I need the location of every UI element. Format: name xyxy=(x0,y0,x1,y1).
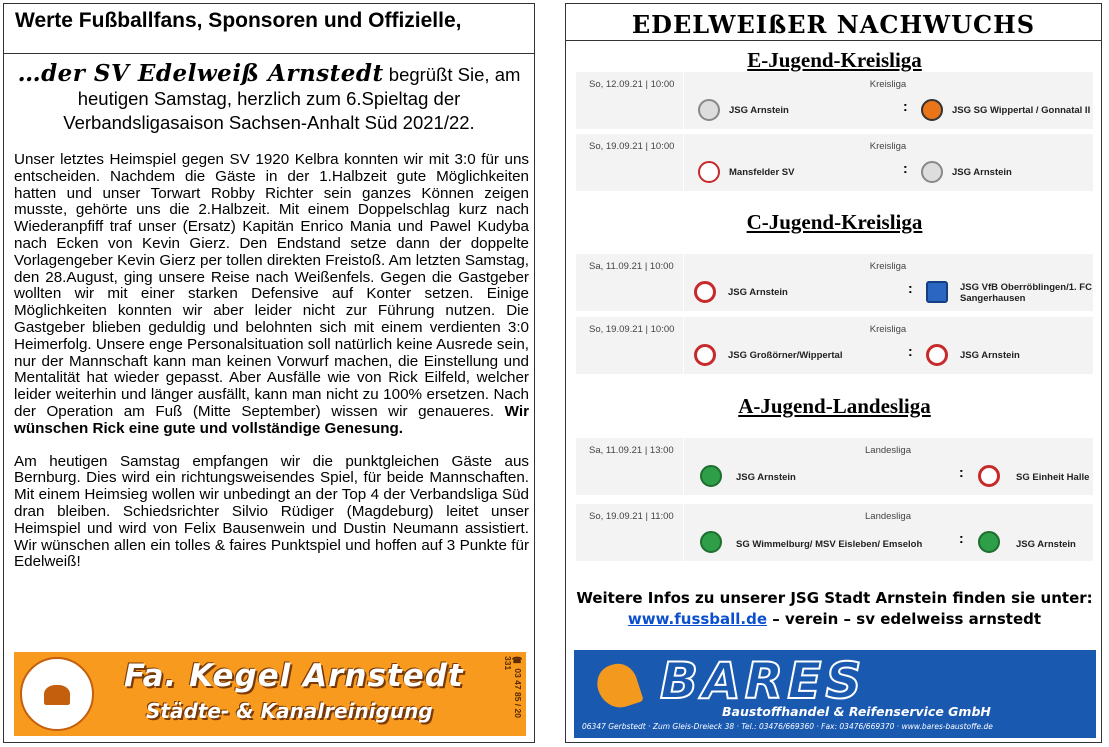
away-team: JSG Arnstein xyxy=(952,167,1012,178)
match-league: Kreisliga xyxy=(869,141,907,152)
match-card[interactable] xyxy=(576,317,1093,374)
away-crest-icon xyxy=(978,465,1000,487)
match-datetime: Sa, 11.09.21 | 10:00 xyxy=(589,261,674,272)
report-text xyxy=(14,152,529,587)
home-team: JSG Arnstein xyxy=(728,287,788,298)
match-league: Landesliga xyxy=(865,511,911,522)
league-title-a-jugend: A-Jugend-Landesliga xyxy=(738,394,931,418)
home-crest-icon xyxy=(694,281,716,303)
score-separator: : xyxy=(959,464,964,480)
bares-ad-address: 06347 Gerbstedt · Zum Gleis-Dreieck 38 · Tel.: 03476/669360 · Fax: 03476/669370 · www.bares-baustoffe.de xyxy=(582,722,993,731)
info-text xyxy=(566,588,1103,630)
match-datetime: So, 19.09.21 | 10:00 xyxy=(589,141,675,152)
club-name: …der SV Edelweiß Arnstedt xyxy=(17,60,384,87)
home-team: SG Wimmelburg/ MSV Eisleben/ Emseloh xyxy=(736,539,923,550)
home-team: Mansfelder SV xyxy=(729,167,795,178)
info-link-line xyxy=(566,609,1103,630)
bares-ad-subtitle: Baustoffhandel & Reifenservice GmbH xyxy=(722,704,991,719)
paragraph-1-bold: Wir wünschen Rick eine gute und vollständige Genesung. xyxy=(14,402,529,437)
match-card[interactable] xyxy=(576,72,1093,129)
score-separator: : xyxy=(908,343,913,359)
intro-rest: begrüßt Sie, am heutigen Samstag, herzlich zum 6.Spieltag der Verbandsligasaison Sachsen-Anhalt Süd 2021/22. xyxy=(63,64,521,133)
youth-header: EDELWEIßER NACHWUCHS xyxy=(566,4,1101,41)
away-team: JSG Arnstein xyxy=(1016,539,1076,550)
fussball-de-link[interactable]: www.fussball.de xyxy=(627,610,768,628)
greeting-header: Werte Fußballfans, Sponsoren und Offizielle, xyxy=(4,4,534,54)
match-datetime: So, 19.09.21 | 10:00 xyxy=(589,324,675,335)
paragraph-1-text: Unser letztes Heimspiel gegen SV 1920 Kelbra konnten wir mit 3:0 für uns entscheiden. Nachdem die Gäste in der 1.Halbzeit gute Möglichkeiten hatten und unser Torwart Robby Richter sein ganzes Können zeigen musste, gehörte uns die 2.Halbzeit. Mit einem Doppelschlag kurz nach Wiederanpfiff traf unser (Ersatz) Kapitän Enrico Mania und Pawel Kudyba nach Ecken von Kevin Gierz. Den Endstand setze dann der doppelte Vorlagengeber Kevin Gierz per tollen direkten Freistoß. Am letzten Samstag, den 28.August, ging unsere Reise nach Weißenfels. Gegen die Gastgeber wollten wir mit einer starken Defensive auf Konter setzen. Einige Möglichkeiten konnten wir aber leider nicht zur Führung nutzen. Die Gastgeber blieben geduldig und belohnten sich mit einem verdienten 3:0 Heimerfolg. Unsere enge Personalsituation soll natürlich keine Ausrede sein, nur der Mannschaft kann man keinen Vorwurf machen, die Einstellung und Mentalität hat wieder gepasst. Aber Ausfälle wie von Rick Eilfeld, welcher leider weiterhin und länger ausfällt, kann man nicht zu 100% ersetzen. Nach der Operation am Fuß (Mitte September) wissen wir genaueres. xyxy=(14,151,529,420)
match-datetime: So, 12.09.21 | 10:00 xyxy=(589,79,675,90)
match-league: Kreisliga xyxy=(869,261,907,272)
home-crest-icon xyxy=(700,465,722,487)
score-separator: : xyxy=(908,280,913,296)
left-panel xyxy=(3,3,535,743)
match-league: Kreisliga xyxy=(869,79,907,90)
score-separator: : xyxy=(903,160,908,176)
match-card[interactable] xyxy=(576,254,1093,311)
away-crest-icon xyxy=(926,344,948,366)
match-card[interactable] xyxy=(576,134,1093,191)
flame-logo-icon xyxy=(592,659,644,713)
home-team: JSG Arnstein xyxy=(729,105,789,116)
elephant-logo-icon xyxy=(20,657,94,731)
league-title-e-jugend: E-Jugend-Kreisliga xyxy=(747,48,922,72)
match-datetime: So, 19.09.21 | 11:00 xyxy=(589,511,674,522)
away-team: JSG VfB Oberröblingen/1. FC Sangerhausen xyxy=(960,282,1092,304)
score-separator: : xyxy=(959,530,964,546)
away-crest-icon xyxy=(978,531,1000,553)
info-line: Weitere Infos zu unserer JSG Stadt Arnstein finden sie unter: xyxy=(576,589,1093,607)
kegel-ad-subtitle: Städte- & Kanalreinigung xyxy=(146,699,433,723)
home-crest-icon xyxy=(698,99,720,121)
paragraph-1 xyxy=(14,152,529,438)
info-link-rest: – verein – sv edelweiss arnstedt xyxy=(767,610,1042,628)
paragraph-2: Am heutigen Samstag empfangen wir die punktgleichen Gäste aus Bernburg. Dies wird ein richtungsweisendes Spiel, für beide Mannschaften. Mit einem Heimsieg wollen wir unbedingt an der Top 4 der Verbandsliga Süd dran bleiben. Schiedsrichter Silvio Rüdiger (Magdeburg) leitet unser Heimspiel und wird von Felix Bausenwein und Dustin Neumann assistiert. Wir wünschen allen ein tolles & faires Punktspiel und hoffen auf 3 Punkte für Edelweiß! xyxy=(14,452,529,571)
away-crest-icon xyxy=(921,161,943,183)
home-team: JSG Großörner/Wippertal xyxy=(728,350,843,361)
away-team: SG Einheit Halle xyxy=(1016,472,1090,483)
match-league: Kreisliga xyxy=(869,324,907,335)
match-card[interactable] xyxy=(576,504,1093,561)
bares-advertisement xyxy=(574,650,1096,738)
kegel-ad-phone: ☎ 03 47 85 / 20 331 xyxy=(503,656,523,718)
right-panel xyxy=(565,3,1102,743)
intro-text xyxy=(4,62,534,135)
home-crest-icon xyxy=(700,531,722,553)
match-league: Landesliga xyxy=(865,445,911,456)
away-team: JSG SG Wippertal / Gonnatal II xyxy=(952,105,1091,116)
away-crest-icon xyxy=(921,99,943,121)
match-card[interactable] xyxy=(576,438,1093,495)
match-datetime: Sa, 11.09.21 | 13:00 xyxy=(589,445,674,456)
bares-ad-name: BARES xyxy=(660,652,866,710)
home-crest-icon xyxy=(698,161,720,183)
home-team: JSG Arnstein xyxy=(736,472,796,483)
home-crest-icon xyxy=(694,344,716,366)
away-team: JSG Arnstein xyxy=(960,350,1020,361)
kegel-advertisement xyxy=(14,652,526,736)
league-title-c-jugend: C-Jugend-Kreisliga xyxy=(746,210,923,234)
kegel-ad-title: Fa. Kegel Arnstedt xyxy=(124,658,464,694)
score-separator: : xyxy=(903,98,908,114)
away-crest-icon xyxy=(926,281,948,303)
